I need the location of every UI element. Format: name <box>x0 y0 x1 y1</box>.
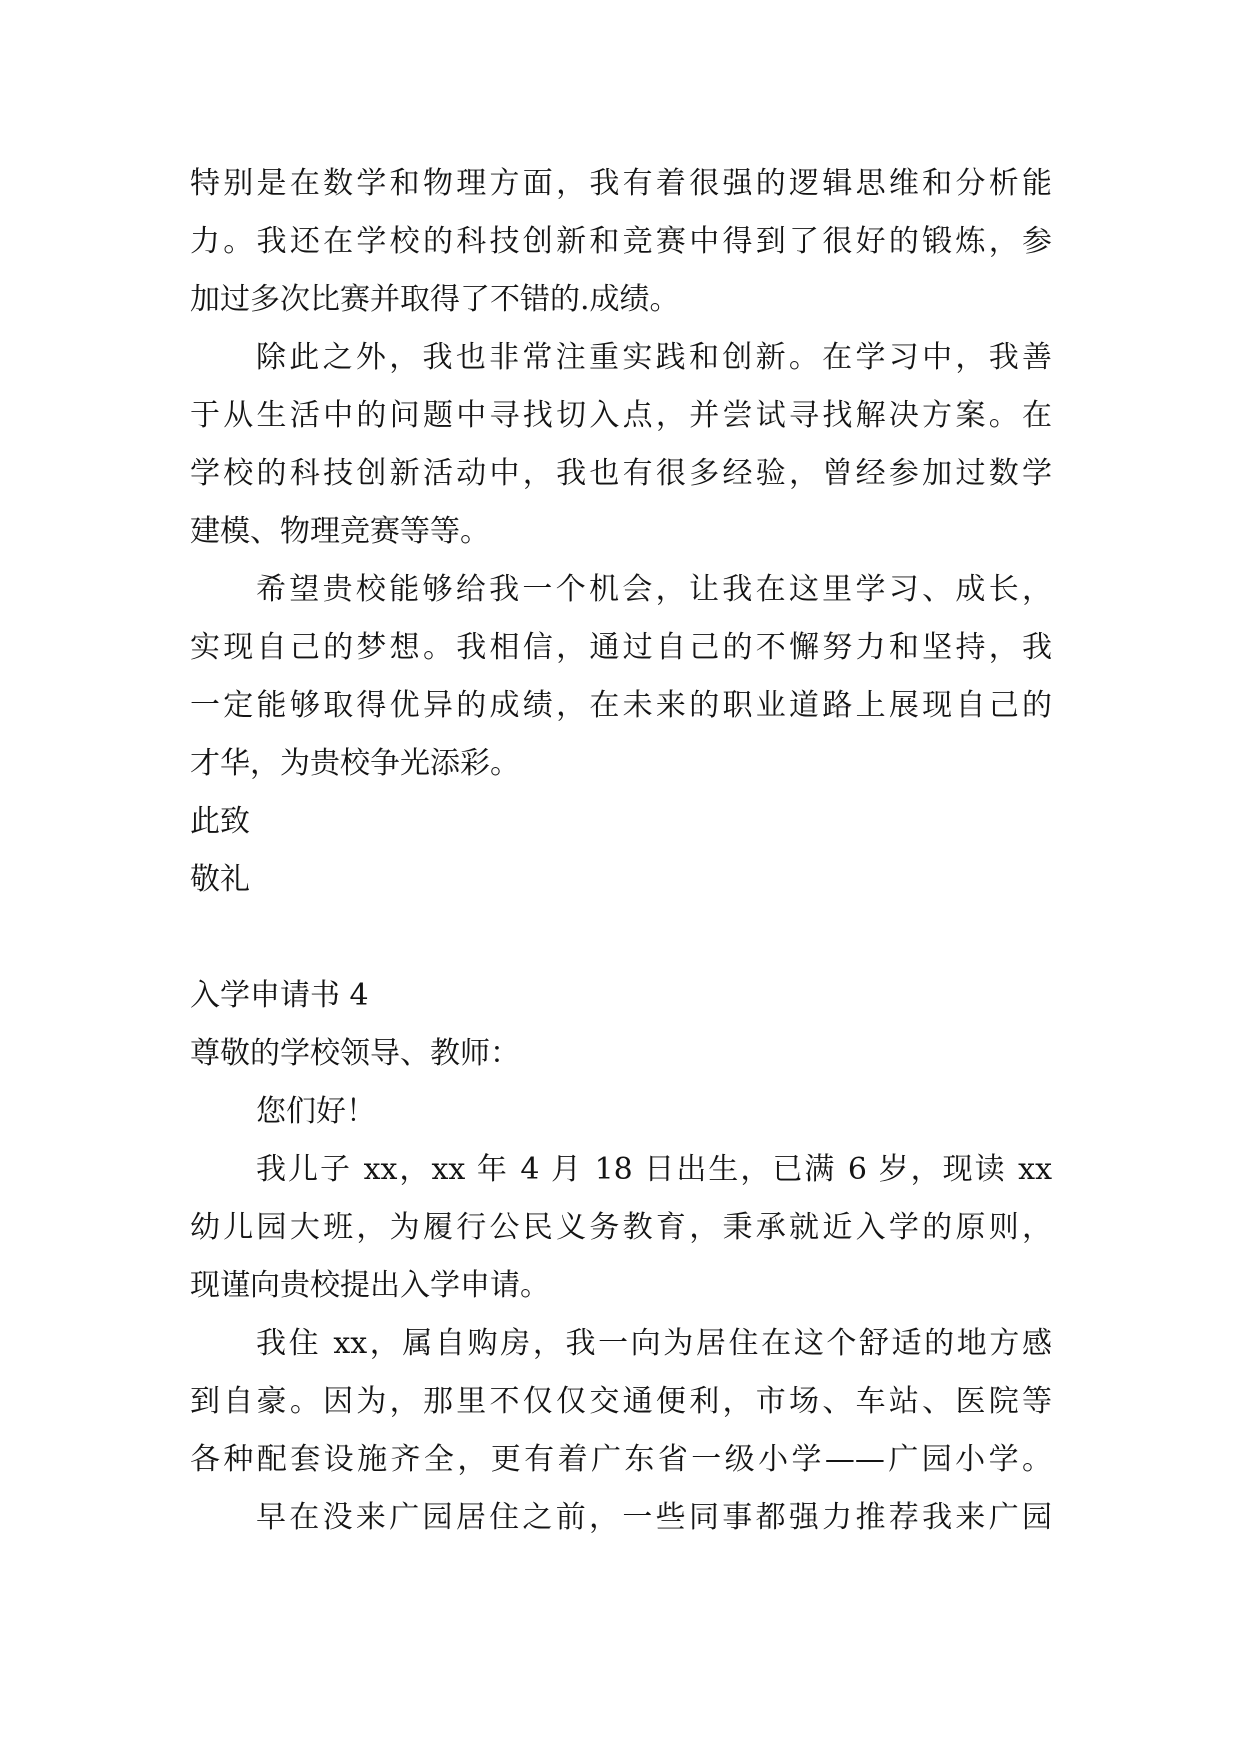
text-line: 除此之外，我也非常注重实践和创新。在学习中，我善 <box>256 340 1052 375</box>
document-body <box>190 155 1052 1547</box>
text-line: 特别是在数学和物理方面，我有着很强的逻辑思维和分析能 <box>190 166 1052 201</box>
text-line: 于从生活中的问题中寻找切入点，并尝试寻找解决方案。在 <box>190 398 1052 433</box>
closing-regards: 敬礼 <box>190 862 250 897</box>
text-line: 学校的科技创新活动中，我也有很多经验，曾经参加过数学 <box>190 456 1052 491</box>
paragraph <box>190 1315 1052 1489</box>
text-line: 幼儿园大班，为履行公民义务教育，秉承就近入学的原则， <box>190 1210 1052 1245</box>
previous-letter-continuation <box>190 155 1052 909</box>
text-line: 到自豪。因为，那里不仅仅交通便利，市场、车站、医院等 <box>190 1384 1052 1419</box>
text-line: 早在没来广园居住之前，一些同事都强力推荐我来广园 <box>256 1500 1052 1535</box>
closing-salutation: 此致 <box>190 804 250 839</box>
paragraph <box>190 155 1052 329</box>
text-line: 希望贵校能够给我一个机会，让我在这里学习、成长， <box>256 572 1052 607</box>
paragraph <box>190 561 1052 793</box>
blank-line <box>190 909 1052 967</box>
text-line: 我儿子 xx，xx 年 4 月 18 日出生，已满 6 岁，现读 xx <box>256 1152 1052 1187</box>
text-line: 我住 xx，属自购房，我一向为居住在这个舒适的地方感 <box>256 1326 1052 1361</box>
application-letter-4 <box>190 967 1052 1547</box>
text-line: 加过多次比赛并取得了不错的.成绩。 <box>190 282 680 317</box>
text-line: 建模、物理竞赛等等。 <box>190 514 490 549</box>
text-line: 现谨向贵校提出入学申请。 <box>190 1268 550 1303</box>
addressee: 尊敬的学校领导、教师： <box>190 1036 520 1071</box>
text-line: 力。我还在学校的科技创新和竞赛中得到了很好的锻炼，参 <box>190 224 1052 259</box>
paragraph <box>190 1489 1052 1547</box>
text-line: 一定能够取得优异的成绩，在未来的职业道路上展现自己的 <box>190 688 1052 723</box>
text-line: 才华，为贵校争光添彩。 <box>190 746 520 781</box>
paragraph <box>190 1141 1052 1315</box>
paragraph <box>190 329 1052 561</box>
greeting: 您们好！ <box>256 1094 376 1129</box>
text-line: 各种配套设施齐全，更有着广东省一级小学——广园小学。 <box>190 1442 1052 1477</box>
letter-title: 入学申请书 4 <box>190 978 369 1013</box>
text-line: 实现自己的梦想。我相信，通过自己的不懈努力和坚持，我 <box>190 630 1052 665</box>
